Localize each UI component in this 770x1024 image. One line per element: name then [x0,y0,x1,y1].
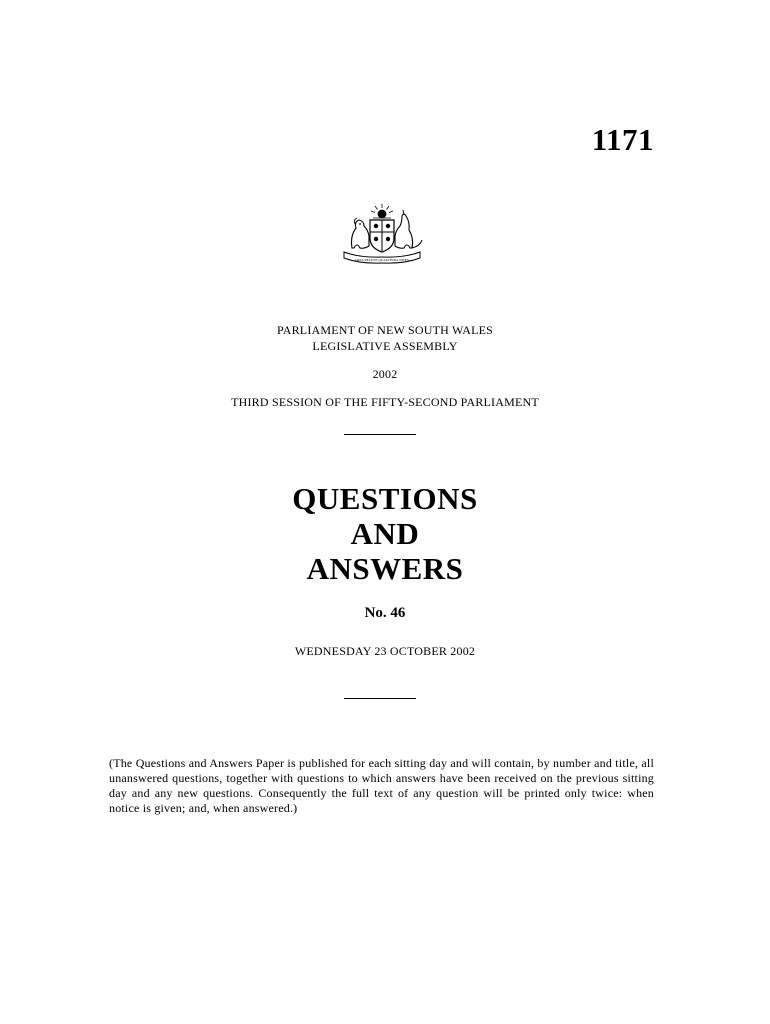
nsw-coat-of-arms-icon [340,202,424,264]
title-line-3: ANSWERS [306,551,464,586]
crest-motto: ORTA RECENS QUAM PURA NITES [355,258,409,262]
divider-top [344,434,416,435]
issue-date: WEDNESDAY 23 OCTOBER 2002 [294,644,476,658]
issue-number: No. 46 [364,605,406,621]
explanatory-note: (The Questions and Answers Paper is published for each sitting day and will contain, by number and title, all unanswered questions, together with questions to which answers have been received on the previous sitting day and any new questions. Consequently the full text of any question will be printed only twice: when notice is given; and, when answered.) [109,756,654,815]
house-name: LEGISLATIVE ASSEMBLY [312,339,458,353]
parliament-name: PARLIAMENT OF NEW SOUTH WALES [276,323,494,337]
session: THIRD SESSION OF THE FIFTY-SECOND PARLIAMENT [231,395,539,409]
title-line-2: AND [350,516,420,551]
page-number: 1171 [591,122,654,157]
year: 2002 [372,367,398,381]
divider-bottom [344,698,416,699]
title-line-1: QUESTIONS [292,481,478,516]
